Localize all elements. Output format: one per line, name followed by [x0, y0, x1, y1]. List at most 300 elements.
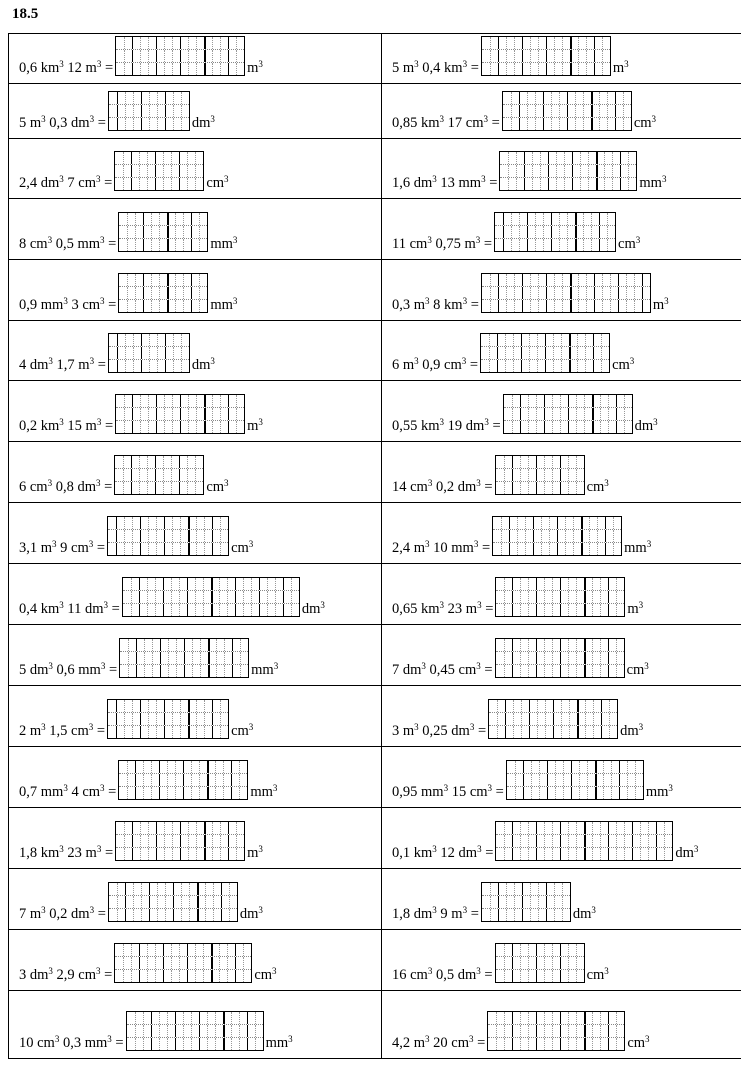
grid-cell[interactable]: [232, 652, 240, 664]
grid-cell[interactable]: [167, 239, 175, 251]
grid-cell[interactable]: [554, 883, 562, 895]
grid-cell[interactable]: [504, 604, 512, 616]
grid-cell[interactable]: [600, 835, 608, 847]
grid-cell[interactable]: [179, 944, 187, 956]
grid-cell[interactable]: [535, 213, 543, 225]
grid-cell[interactable]: [490, 896, 498, 908]
answer-grid[interactable]: [495, 455, 585, 495]
grid-cell[interactable]: [172, 421, 180, 433]
grid-cell[interactable]: [514, 300, 522, 312]
grid-cell[interactable]: [181, 334, 189, 346]
grid-cell[interactable]: [141, 883, 149, 895]
grid-cell[interactable]: [147, 152, 155, 164]
grid-cell[interactable]: [212, 37, 220, 49]
grid-cell[interactable]: [576, 578, 584, 590]
grid-cell[interactable]: [187, 578, 195, 590]
grid-cell[interactable]: [504, 944, 512, 956]
grid-cell[interactable]: [243, 970, 251, 982]
grid-cell[interactable]: [544, 456, 552, 468]
grid-cell[interactable]: [181, 883, 189, 895]
grid-cell[interactable]: [139, 957, 147, 969]
grid-cell[interactable]: [243, 957, 251, 969]
grid-cell[interactable]: [211, 970, 219, 982]
grid-cell[interactable]: [167, 761, 175, 773]
grid-cell[interactable]: [601, 713, 609, 725]
grid-cell[interactable]: [220, 37, 228, 49]
grid-cell[interactable]: [532, 165, 540, 177]
grid-cell[interactable]: [203, 957, 211, 969]
grid-cell[interactable]: [136, 652, 144, 664]
grid-cell[interactable]: [560, 456, 568, 468]
grid-cell[interactable]: [204, 50, 212, 62]
grid-cell[interactable]: [167, 287, 175, 299]
grid-cell[interactable]: [196, 395, 204, 407]
grid-cell[interactable]: [187, 178, 195, 190]
grid-cell[interactable]: [140, 395, 148, 407]
grid-cell[interactable]: [530, 883, 538, 895]
answer-grid[interactable]: [495, 943, 585, 983]
grid-cell[interactable]: [283, 604, 291, 616]
grid-cell[interactable]: [205, 896, 213, 908]
grid-cell[interactable]: [159, 774, 167, 786]
grid-cell[interactable]: [180, 421, 188, 433]
grid-cell[interactable]: [615, 92, 623, 104]
grid-cell[interactable]: [569, 347, 577, 359]
grid-cell[interactable]: [165, 347, 173, 359]
grid-cell[interactable]: [635, 761, 643, 773]
grid-cell[interactable]: [535, 92, 543, 104]
grid-cell[interactable]: [179, 482, 187, 494]
grid-cell[interactable]: [187, 482, 195, 494]
grid-cell[interactable]: [576, 604, 584, 616]
grid-cell[interactable]: [560, 957, 568, 969]
grid-cell[interactable]: [243, 591, 251, 603]
grid-cell[interactable]: [220, 713, 228, 725]
grid-cell[interactable]: [132, 700, 140, 712]
grid-cell[interactable]: [128, 639, 136, 651]
grid-cell[interactable]: [602, 50, 610, 62]
grid-cell[interactable]: [207, 1025, 215, 1037]
grid-cell[interactable]: [141, 92, 149, 104]
grid-cell[interactable]: [495, 213, 503, 225]
answer-grid[interactable]: [107, 699, 229, 739]
grid-cell[interactable]: [131, 482, 139, 494]
grid-cell[interactable]: [504, 848, 512, 860]
grid-cell[interactable]: [594, 274, 602, 286]
grid-cell[interactable]: [584, 395, 592, 407]
grid-cell[interactable]: [275, 578, 283, 590]
grid-cell[interactable]: [199, 213, 207, 225]
grid-cell[interactable]: [521, 700, 529, 712]
grid-cell[interactable]: [216, 639, 224, 651]
grid-cell[interactable]: [553, 700, 561, 712]
grid-cell[interactable]: [141, 360, 149, 372]
grid-cell[interactable]: [175, 274, 183, 286]
grid-cell[interactable]: [585, 347, 593, 359]
grid-cell[interactable]: [539, 761, 547, 773]
grid-cell[interactable]: [148, 848, 156, 860]
grid-cell[interactable]: [610, 287, 618, 299]
grid-cell[interactable]: [607, 105, 615, 117]
grid-cell[interactable]: [561, 334, 569, 346]
grid-cell[interactable]: [545, 347, 553, 359]
grid-cell[interactable]: [619, 761, 627, 773]
grid-cell[interactable]: [496, 578, 504, 590]
grid-cell[interactable]: [576, 456, 584, 468]
grid-cell[interactable]: [168, 652, 176, 664]
grid-cell[interactable]: [527, 92, 535, 104]
grid-cell[interactable]: [496, 822, 504, 834]
grid-cell[interactable]: [536, 822, 544, 834]
grid-cell[interactable]: [555, 761, 563, 773]
grid-cell[interactable]: [512, 604, 520, 616]
grid-cell[interactable]: [570, 37, 578, 49]
grid-cell[interactable]: [180, 517, 188, 529]
grid-cell[interactable]: [175, 787, 183, 799]
grid-cell[interactable]: [600, 395, 608, 407]
grid-cell[interactable]: [525, 543, 533, 555]
grid-cell[interactable]: [183, 774, 191, 786]
grid-cell[interactable]: [147, 482, 155, 494]
grid-cell[interactable]: [219, 970, 227, 982]
grid-cell[interactable]: [504, 822, 512, 834]
grid-cell[interactable]: [159, 761, 167, 773]
grid-cell[interactable]: [143, 1025, 151, 1037]
grid-cell[interactable]: [219, 591, 227, 603]
grid-cell[interactable]: [508, 165, 516, 177]
grid-cell[interactable]: [236, 835, 244, 847]
grid-cell[interactable]: [173, 896, 181, 908]
grid-cell[interactable]: [648, 848, 656, 860]
grid-cell[interactable]: [520, 604, 528, 616]
grid-cell[interactable]: [530, 896, 538, 908]
grid-cell[interactable]: [600, 1012, 608, 1024]
grid-cell[interactable]: [109, 883, 117, 895]
grid-cell[interactable]: [236, 822, 244, 834]
grid-cell[interactable]: [602, 300, 610, 312]
grid-cell[interactable]: [116, 835, 124, 847]
grid-cell[interactable]: [576, 591, 584, 603]
grid-cell[interactable]: [164, 421, 172, 433]
grid-cell[interactable]: [627, 774, 635, 786]
grid-cell[interactable]: [191, 287, 199, 299]
grid-cell[interactable]: [562, 896, 570, 908]
grid-cell[interactable]: [147, 591, 155, 603]
grid-cell[interactable]: [176, 652, 184, 664]
grid-cell[interactable]: [132, 848, 140, 860]
grid-cell[interactable]: [117, 360, 125, 372]
grid-cell[interactable]: [219, 944, 227, 956]
grid-cell[interactable]: [168, 639, 176, 651]
grid-cell[interactable]: [140, 517, 148, 529]
grid-cell[interactable]: [196, 835, 204, 847]
grid-cell[interactable]: [183, 274, 191, 286]
grid-cell[interactable]: [573, 530, 581, 542]
grid-cell[interactable]: [148, 835, 156, 847]
grid-cell[interactable]: [231, 1025, 239, 1037]
grid-cell[interactable]: [567, 239, 575, 251]
grid-cell[interactable]: [131, 152, 139, 164]
grid-cell[interactable]: [562, 50, 570, 62]
grid-cell[interactable]: [180, 835, 188, 847]
grid-cell[interactable]: [231, 787, 239, 799]
grid-cell[interactable]: [560, 591, 568, 603]
grid-cell[interactable]: [163, 178, 171, 190]
grid-cell[interactable]: [127, 213, 135, 225]
grid-cell[interactable]: [151, 1038, 159, 1050]
grid-cell[interactable]: [593, 360, 601, 372]
grid-cell[interactable]: [616, 604, 624, 616]
grid-cell[interactable]: [251, 578, 259, 590]
grid-cell[interactable]: [616, 822, 624, 834]
grid-cell[interactable]: [504, 578, 512, 590]
grid-cell[interactable]: [496, 970, 504, 982]
grid-cell[interactable]: [109, 92, 117, 104]
grid-cell[interactable]: [615, 105, 623, 117]
grid-cell[interactable]: [520, 970, 528, 982]
grid-cell[interactable]: [143, 287, 151, 299]
grid-cell[interactable]: [124, 408, 132, 420]
grid-cell[interactable]: [183, 1025, 191, 1037]
grid-cell[interactable]: [216, 652, 224, 664]
grid-cell[interactable]: [593, 726, 601, 738]
grid-cell[interactable]: [546, 287, 554, 299]
grid-cell[interactable]: [131, 957, 139, 969]
grid-cell[interactable]: [172, 37, 180, 49]
grid-cell[interactable]: [581, 517, 589, 529]
grid-cell[interactable]: [228, 835, 236, 847]
grid-cell[interactable]: [504, 1038, 512, 1050]
grid-cell[interactable]: [220, 50, 228, 62]
grid-cell[interactable]: [586, 300, 594, 312]
grid-cell[interactable]: [117, 334, 125, 346]
grid-cell[interactable]: [175, 287, 183, 299]
grid-cell[interactable]: [529, 713, 537, 725]
grid-cell[interactable]: [528, 652, 536, 664]
grid-cell[interactable]: [143, 1012, 151, 1024]
grid-cell[interactable]: [584, 591, 592, 603]
grid-cell[interactable]: [579, 761, 587, 773]
grid-cell[interactable]: [642, 300, 650, 312]
grid-cell[interactable]: [183, 226, 191, 238]
grid-cell[interactable]: [522, 37, 530, 49]
grid-cell[interactable]: [576, 421, 584, 433]
grid-cell[interactable]: [607, 213, 615, 225]
grid-cell[interactable]: [204, 822, 212, 834]
grid-cell[interactable]: [188, 848, 196, 860]
grid-cell[interactable]: [583, 213, 591, 225]
grid-cell[interactable]: [175, 226, 183, 238]
grid-cell[interactable]: [530, 63, 538, 75]
grid-cell[interactable]: [204, 517, 212, 529]
grid-cell[interactable]: [512, 421, 520, 433]
grid-cell[interactable]: [551, 226, 559, 238]
grid-cell[interactable]: [208, 652, 216, 664]
grid-cell[interactable]: [599, 92, 607, 104]
grid-cell[interactable]: [196, 530, 204, 542]
grid-cell[interactable]: [528, 421, 536, 433]
grid-cell[interactable]: [556, 152, 564, 164]
grid-cell[interactable]: [148, 395, 156, 407]
grid-cell[interactable]: [552, 456, 560, 468]
grid-cell[interactable]: [521, 347, 529, 359]
grid-cell[interactable]: [554, 896, 562, 908]
grid-cell[interactable]: [523, 787, 531, 799]
grid-cell[interactable]: [135, 274, 143, 286]
grid-cell[interactable]: [501, 530, 509, 542]
grid-cell[interactable]: [599, 105, 607, 117]
grid-cell[interactable]: [576, 822, 584, 834]
grid-cell[interactable]: [572, 165, 580, 177]
grid-cell[interactable]: [147, 970, 155, 982]
grid-cell[interactable]: [548, 165, 556, 177]
answer-grid[interactable]: [492, 516, 622, 556]
grid-cell[interactable]: [544, 1038, 552, 1050]
grid-cell[interactable]: [187, 591, 195, 603]
grid-cell[interactable]: [570, 274, 578, 286]
grid-cell[interactable]: [139, 456, 147, 468]
grid-cell[interactable]: [157, 909, 165, 921]
grid-cell[interactable]: [640, 835, 648, 847]
grid-cell[interactable]: [195, 578, 203, 590]
grid-cell[interactable]: [587, 774, 595, 786]
grid-cell[interactable]: [221, 896, 229, 908]
grid-cell[interactable]: [616, 1038, 624, 1050]
grid-cell[interactable]: [612, 178, 620, 190]
grid-cell[interactable]: [231, 761, 239, 773]
grid-cell[interactable]: [531, 774, 539, 786]
grid-cell[interactable]: [188, 822, 196, 834]
grid-cell[interactable]: [587, 761, 595, 773]
grid-cell[interactable]: [586, 287, 594, 299]
grid-cell[interactable]: [580, 178, 588, 190]
grid-cell[interactable]: [522, 50, 530, 62]
grid-cell[interactable]: [498, 909, 506, 921]
grid-cell[interactable]: [552, 835, 560, 847]
grid-cell[interactable]: [147, 165, 155, 177]
grid-cell[interactable]: [195, 165, 203, 177]
grid-cell[interactable]: [155, 469, 163, 481]
grid-cell[interactable]: [544, 604, 552, 616]
grid-cell[interactable]: [597, 530, 605, 542]
grid-cell[interactable]: [538, 896, 546, 908]
grid-cell[interactable]: [203, 578, 211, 590]
grid-cell[interactable]: [223, 761, 231, 773]
grid-cell[interactable]: [608, 848, 616, 860]
grid-cell[interactable]: [531, 787, 539, 799]
grid-cell[interactable]: [127, 239, 135, 251]
grid-cell[interactable]: [191, 761, 199, 773]
grid-cell[interactable]: [512, 652, 520, 664]
grid-cell[interactable]: [521, 713, 529, 725]
grid-cell[interactable]: [511, 226, 519, 238]
grid-cell[interactable]: [127, 761, 135, 773]
grid-cell[interactable]: [586, 50, 594, 62]
grid-cell[interactable]: [187, 456, 195, 468]
grid-cell[interactable]: [591, 118, 599, 130]
grid-cell[interactable]: [552, 665, 560, 677]
grid-cell[interactable]: [528, 456, 536, 468]
grid-cell[interactable]: [235, 944, 243, 956]
grid-cell[interactable]: [545, 726, 553, 738]
grid-cell[interactable]: [204, 835, 212, 847]
grid-cell[interactable]: [191, 1025, 199, 1037]
grid-cell[interactable]: [155, 178, 163, 190]
grid-cell[interactable]: [568, 639, 576, 651]
grid-cell[interactable]: [563, 787, 571, 799]
grid-cell[interactable]: [536, 665, 544, 677]
grid-cell[interactable]: [117, 347, 125, 359]
grid-cell[interactable]: [504, 835, 512, 847]
grid-cell[interactable]: [163, 482, 171, 494]
grid-cell[interactable]: [175, 239, 183, 251]
grid-cell[interactable]: [520, 1025, 528, 1037]
grid-cell[interactable]: [141, 334, 149, 346]
grid-cell[interactable]: [564, 165, 572, 177]
grid-cell[interactable]: [600, 408, 608, 420]
grid-cell[interactable]: [548, 178, 556, 190]
grid-cell[interactable]: [124, 822, 132, 834]
grid-cell[interactable]: [159, 1038, 167, 1050]
answer-grid[interactable]: [126, 1011, 264, 1051]
grid-cell[interactable]: [149, 883, 157, 895]
grid-cell[interactable]: [220, 700, 228, 712]
grid-cell[interactable]: [164, 713, 172, 725]
grid-cell[interactable]: [199, 1025, 207, 1037]
grid-cell[interactable]: [187, 944, 195, 956]
grid-cell[interactable]: [536, 578, 544, 590]
grid-cell[interactable]: [568, 604, 576, 616]
grid-cell[interactable]: [584, 1025, 592, 1037]
grid-cell[interactable]: [143, 226, 151, 238]
grid-cell[interactable]: [594, 50, 602, 62]
grid-cell[interactable]: [139, 469, 147, 481]
answer-grid[interactable]: [481, 273, 651, 313]
grid-cell[interactable]: [578, 287, 586, 299]
grid-cell[interactable]: [619, 787, 627, 799]
grid-cell[interactable]: [191, 239, 199, 251]
grid-cell[interactable]: [546, 50, 554, 62]
grid-cell[interactable]: [497, 726, 505, 738]
grid-cell[interactable]: [148, 530, 156, 542]
grid-cell[interactable]: [599, 226, 607, 238]
grid-cell[interactable]: [196, 543, 204, 555]
grid-cell[interactable]: [537, 726, 545, 738]
grid-cell[interactable]: [156, 530, 164, 542]
grid-cell[interactable]: [173, 92, 181, 104]
grid-cell[interactable]: [116, 63, 124, 75]
grid-cell[interactable]: [556, 165, 564, 177]
grid-cell[interactable]: [140, 530, 148, 542]
grid-cell[interactable]: [560, 1038, 568, 1050]
grid-cell[interactable]: [188, 726, 196, 738]
grid-cell[interactable]: [180, 848, 188, 860]
answer-grid[interactable]: [481, 882, 571, 922]
grid-cell[interactable]: [227, 970, 235, 982]
answer-grid[interactable]: [108, 882, 238, 922]
grid-cell[interactable]: [188, 835, 196, 847]
grid-cell[interactable]: [584, 822, 592, 834]
grid-cell[interactable]: [195, 152, 203, 164]
grid-cell[interactable]: [583, 92, 591, 104]
grid-cell[interactable]: [544, 591, 552, 603]
grid-cell[interactable]: [509, 543, 517, 555]
grid-cell[interactable]: [520, 395, 528, 407]
grid-cell[interactable]: [490, 50, 498, 62]
grid-cell[interactable]: [131, 970, 139, 982]
grid-cell[interactable]: [188, 63, 196, 75]
grid-cell[interactable]: [116, 408, 124, 420]
